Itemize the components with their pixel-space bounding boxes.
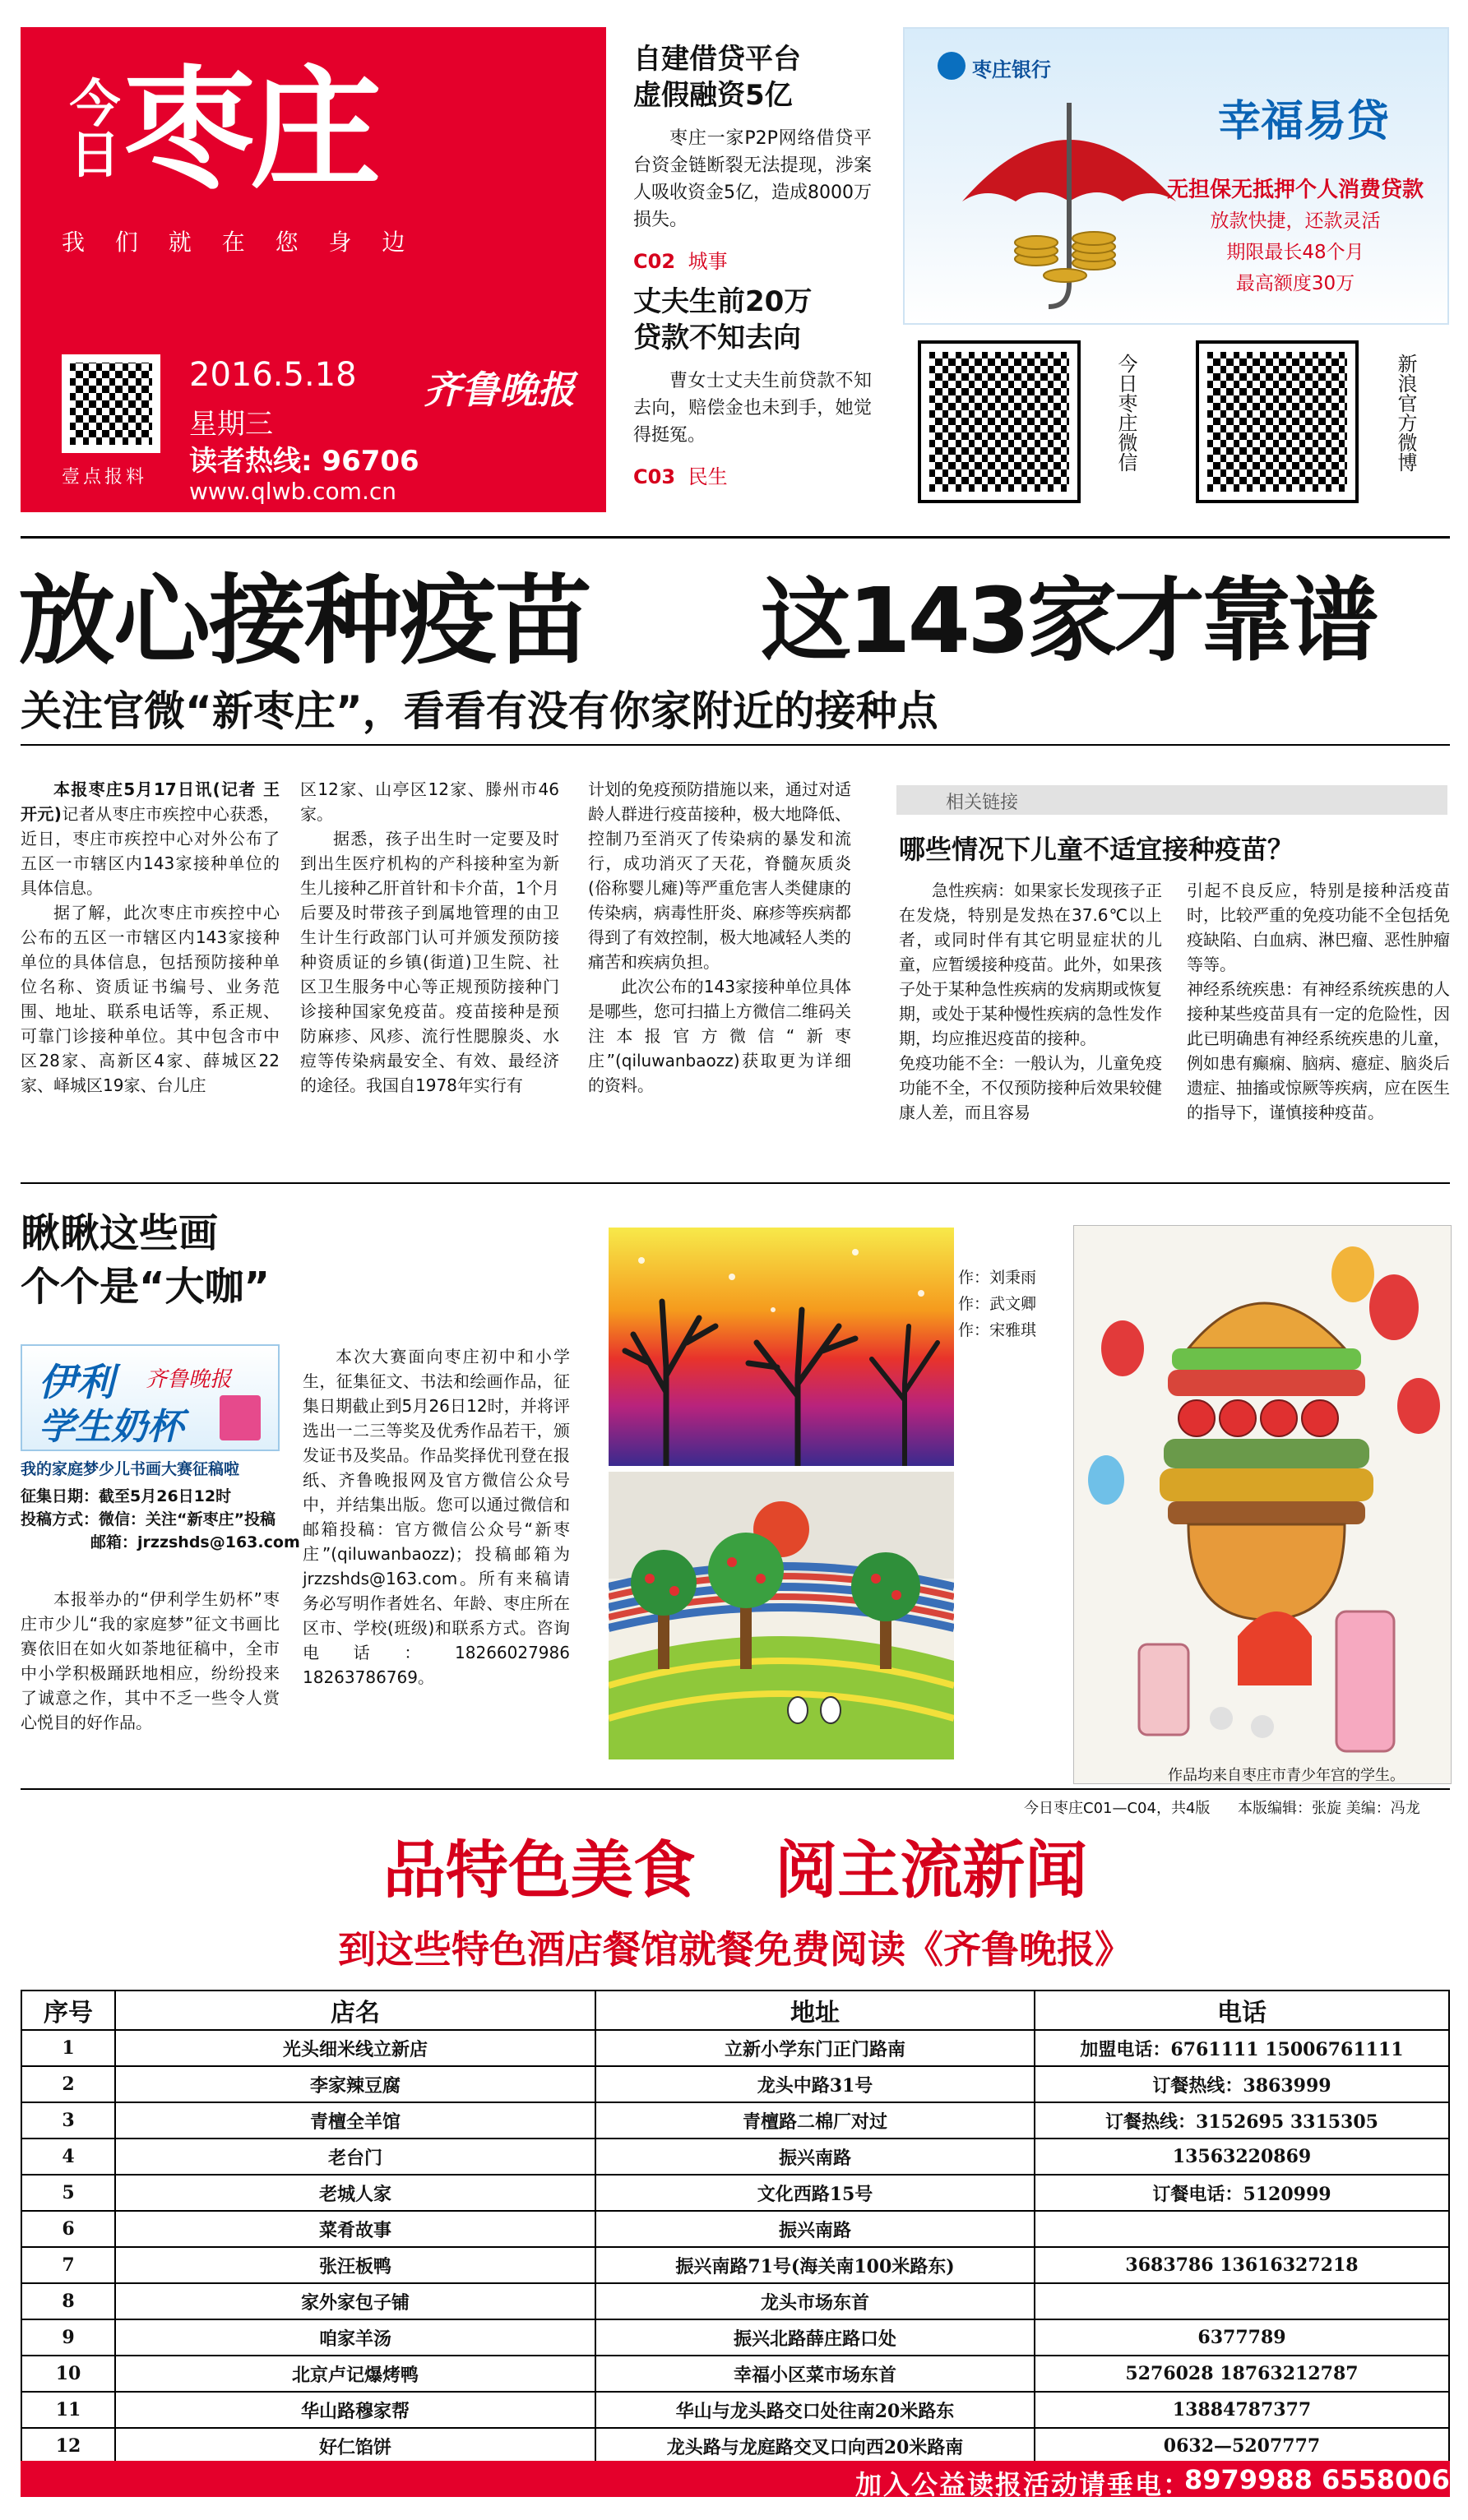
promo-title-right: 阅主流新闻 <box>775 1833 1088 1907</box>
article-p4: 此次公布的143家接种单位具体是哪些，您可扫描上方微信二维码关注本报官方微信“新枣庄”(qiluwanbaozz)获取更为详细的资料。 <box>588 977 851 1095</box>
table-row <box>21 2102 1449 2139</box>
cell-index: 6 <box>21 2211 115 2247</box>
cell-name: 青檀全羊馆 <box>115 2102 595 2139</box>
cell-index: 2 <box>21 2066 115 2102</box>
cell-address: 立新小学东门正门路南 <box>595 2030 1035 2066</box>
cell-address: 振兴北路薛庄路口处 <box>595 2319 1035 2356</box>
headline-sub: 关注官微“新枣庄”，看看有没有你家附近的接种点 <box>21 687 938 735</box>
cell-index: 11 <box>21 2392 115 2428</box>
cell-index: 9 <box>21 2319 115 2356</box>
cell-address: 幸福小区菜市场东首 <box>595 2356 1035 2392</box>
table-row <box>21 2066 1449 2102</box>
cell-address: 振兴南路71号(海关南100米路东) <box>595 2247 1035 2283</box>
cell-address: 龙头路与龙庭路交叉口向西20米路南 <box>595 2428 1035 2464</box>
teaser-2-page-code: C03 <box>633 465 676 488</box>
contest-event: 我的家庭梦少儿书画大赛征稿啦 <box>21 1460 240 1478</box>
section-divider-1 <box>21 1182 1450 1184</box>
cell-address: 华山与龙头路交口处往南20米路东 <box>595 2392 1035 2428</box>
teaser-1-body: 枣庄一家P2P网络借贷平台资金链断裂无法提现，涉案人吸收资金5亿，造成8000万损失。 <box>633 128 872 230</box>
bottom-bar-numbers: 8979988 6558006 <box>1184 2464 1450 2495</box>
ad-brand: 伊利 <box>39 1360 114 1404</box>
cell-phone: 5276028 18763212787 <box>1035 2356 1449 2392</box>
cell-phone <box>1035 2211 1449 2247</box>
art-body-left <box>21 1587 280 1735</box>
headline-divider <box>21 744 1450 746</box>
cell-address: 龙头中路31号 <box>595 2066 1035 2102</box>
bottom-bar <box>21 2461 1450 2500</box>
table-row <box>21 2356 1449 2392</box>
qr-caption: 壹点报料 <box>62 467 148 488</box>
logo-small <box>62 76 119 187</box>
painting-sunset-trees[interactable] <box>609 1228 954 1466</box>
art-body-right <box>303 1344 570 1690</box>
article-p2-cont: 区12家、山亭区12家、滕州市46家。 <box>300 779 559 824</box>
wechat-qr-label <box>1114 354 1147 477</box>
website: www.qlwb.com.cn <box>189 478 396 505</box>
teaser-2-body: 曹女士丈夫生前贷款不知去向，赔偿金也未到手，她觉得挺冤。 <box>633 371 872 446</box>
credit-3: 作：宋雅琪 <box>958 1321 1037 1339</box>
table-row <box>21 2283 1449 2319</box>
teaser-2-page <box>633 460 872 489</box>
hotline: 读者热线: 96706 <box>189 445 419 478</box>
ad-line-1: 无担保无抵押个人消费贷款 <box>1166 178 1424 202</box>
slogan: 我 们 就 在 您 身 边 <box>62 229 417 256</box>
contest-ad-banner[interactable] <box>21 1344 280 1451</box>
table-row <box>21 2428 1449 2464</box>
article-col-3 <box>588 777 851 1098</box>
cell-name: 咱家羊汤 <box>115 2319 595 2356</box>
cell-index: 4 <box>21 2139 115 2175</box>
table-row <box>21 2392 1449 2428</box>
teaser-1-section: 城事 <box>688 250 728 273</box>
sidebar-title: 哪些情况下儿童不适宜接种疫苗？ <box>899 834 1294 865</box>
cell-phone: 6377789 <box>1035 2319 1449 2356</box>
restaurant-table <box>21 1990 1450 2465</box>
sidebar-col-b: 引起不良反应，特别是接种活疫苗时，比较严重的免疫功能不全包括免疫缺陷、白血病、淋巴瘤、恶性肿瘤等等。 神经系统疾患：有神经系统疾患的人接种某些疫苗具有一定的危险性，因此已明确患有神经系统疾患的儿童，例如患有癫痫、脑病、癔症、脑炎后遗症、抽搐或惊厥等疾病，应在医生的指导下，谨慎接种疫苗。 <box>1187 881 1450 1122</box>
cell-phone: 13563220869 <box>1035 2139 1449 2175</box>
cell-name: 华山路穆家帮 <box>115 2392 595 2428</box>
promo-title-left: 品特色美食 <box>382 1833 696 1907</box>
wechat-label-text: 今日枣庄微信 <box>1114 354 1137 472</box>
cell-address: 振兴南路 <box>595 2211 1035 2247</box>
article-p1: 记者从枣庄市疾控中心获悉，近日，枣庄市疾控中心对外公布了五区一市辖区内143家接种单位的具体信息。 <box>21 804 280 898</box>
teaser-1-page-code: C02 <box>633 250 676 273</box>
bank-logo-icon <box>938 52 966 80</box>
cell-index: 5 <box>21 2175 115 2211</box>
qr-code-icon <box>67 359 155 448</box>
article-p3-cont: 计划的免疫预防措施以来，通过对适龄人群进行疫苗接种，极大地降低、控制乃至消灭了传染病的暴发和流行，成功消灭了天花，脊髓灰质炎(俗称婴儿瘫)等严重危害人类健康的传染病，病毒性肝炎、麻疹等疾病都得到了有效控制，极大地减轻人类的痛苦和疾病负担。 <box>588 779 851 972</box>
cell-index: 7 <box>21 2247 115 2283</box>
teaser-1[interactable] <box>633 41 872 280</box>
cell-name: 菜肴故事 <box>115 2211 595 2247</box>
cell-name: 张汪板鸭 <box>115 2247 595 2283</box>
article-col-2 <box>300 777 559 1098</box>
table-row <box>21 2211 1449 2247</box>
ad-paper: 齐鲁晚报 <box>146 1367 232 1392</box>
cell-index: 10 <box>21 2356 115 2392</box>
bottom-bar-label: 加入公益读报活动请垂电： <box>855 2469 1192 2500</box>
teaser-2[interactable] <box>633 284 872 506</box>
contest-info-2: 投稿方式：微信：关注“新枣庄”投稿 <box>21 1510 276 1528</box>
cell-phone: 订餐热线：3152695 3315305 <box>1035 2102 1449 2139</box>
logo-small-text: 今日 <box>61 76 121 178</box>
promo-subtitle: 到这些特色酒店餐馆就餐免费阅读《齐鲁晚报》 <box>338 1927 1132 1972</box>
ad-product: 幸福易贷 <box>1217 97 1389 146</box>
section-divider-2 <box>21 1788 1450 1790</box>
bank-name: 枣庄银行 <box>972 58 1051 81</box>
teaser-1-title: 自建借贷平台 虚假融资5亿 <box>633 43 801 112</box>
issue-weekday: 星期三 <box>189 408 273 441</box>
cell-name: 光头细米线立新店 <box>115 2030 595 2066</box>
weibo-label-text: 新浪官方微博 <box>1394 354 1417 472</box>
teaser-2-section: 民生 <box>688 465 728 488</box>
painting-caption: 作品均来自枣庄市青少年宫的学生。 <box>1168 1767 1405 1784</box>
paper-name: 齐鲁晚报 <box>424 368 575 412</box>
contest-info-3: 邮箱：jrzzshds@163.com <box>90 1533 300 1551</box>
cell-phone: 订餐热线：3863999 <box>1035 2066 1449 2102</box>
ad-line-2: 放款快捷，还款灵活 <box>1210 210 1381 232</box>
cell-name: 老台门 <box>115 2139 595 2175</box>
cell-address: 龙头市场东首 <box>595 2283 1035 2319</box>
teaser-2-title: 丈夫生前20万 贷款不知去向 <box>633 285 813 354</box>
cell-phone: 3683786 13616327218 <box>1035 2247 1449 2283</box>
weibo-qr-code-icon[interactable] <box>1199 344 1355 500</box>
credit-1: 作：刘秉雨 <box>958 1269 1037 1287</box>
table-header-row <box>21 1991 1449 2030</box>
headline-main-right: 这143家才靠谱 <box>761 568 1376 673</box>
sidebar-tag-bar <box>896 785 1447 815</box>
contest-info-1: 征集日期：截至5月26日12时 <box>21 1487 232 1505</box>
table-row <box>21 2175 1449 2211</box>
table-row <box>21 2319 1449 2356</box>
cell-name: 李家辣豆腐 <box>115 2066 595 2102</box>
cell-phone <box>1035 2283 1449 2319</box>
article-col-1 <box>21 777 280 1098</box>
cell-name: 北京卢记爆烤鸭 <box>115 2356 595 2392</box>
ad-line-3: 期限最长48个月 <box>1226 242 1364 263</box>
painting-burger[interactable] <box>1073 1225 1452 1784</box>
milk-cup-icon <box>220 1395 261 1440</box>
ad-line-4: 最高额度30万 <box>1235 273 1355 294</box>
art-body-left-text: 本报举办的“伊利学生奶杯”枣庄市少儿“我的家庭梦”征文书画比赛依旧在如火如荼地征稿中，全市中小学积极踊跃地相应，纷纷投来了诚意之作，其中不乏一些令人赏心悦目的好作品。 <box>21 1589 280 1732</box>
cell-phone: 加盟电话：6761111 15006761111 <box>1035 2030 1449 2066</box>
cell-address: 文化西路15号 <box>595 2175 1035 2211</box>
th-index: 序号 <box>21 1991 115 2030</box>
masthead-panel <box>21 27 606 512</box>
cell-name: 好仁馅饼 <box>115 2428 595 2464</box>
art-body-right-text: 本次大赛面向枣庄初中和小学生，征集征文、书法和绘画作品，征集日期截止到5月26日12时，并将评选出一二三等奖及优秀作品若干，颁发证书及奖品。作品奖择优刊登在报纸、齐鲁晚报网及官方微信公众号中，并结集出版。您可以通过微信和邮箱投稿：官方微信公众号“新枣庄”(qiluwanbaozz)；投稿邮箱为jrzzshds@163.com。所有来稿请务必写明作者姓名、年龄、枣庄所在区市、学校(班级)和联系方式。咨询电话：18266027986 18263786769。 <box>303 1347 570 1687</box>
cell-index: 8 <box>21 2283 115 2319</box>
cell-index: 1 <box>21 2030 115 2066</box>
th-phone: 电话 <box>1035 1991 1449 2030</box>
table-row <box>21 2139 1449 2175</box>
masthead-qr <box>62 354 160 453</box>
article-p3: 据悉，孩子出生时一定要及时到出生医疗机构的产科接种室为新生儿接种乙肝首针和卡介苗，1个月后要及时带孩子到属地管理的由卫生计生行政部门认可并颁发预防接种资质证的乡镇(街道)卫生院、社区卫生服务中心等正规预防接种门诊接种国家免疫苗。疫苗接种是预防麻疹、风疹、流行性腮腺炎、水痘等传染病最安全、有效、最经济的途径。我国自1978年实行有 <box>300 829 559 1095</box>
cell-address: 振兴南路 <box>595 2139 1035 2175</box>
cell-index: 3 <box>21 2102 115 2139</box>
cell-name: 家外家包子铺 <box>115 2283 595 2319</box>
cell-phone: 0632—5207777 <box>1035 2428 1449 2464</box>
table-row <box>21 2030 1449 2066</box>
weibo-qr-label <box>1394 354 1427 477</box>
table-row <box>21 2247 1449 2283</box>
painting-landscape[interactable] <box>609 1472 954 1759</box>
sidebar-tag: 相关链接 <box>946 793 1019 813</box>
art-title-1: 瞅瞅这些画 <box>21 1210 219 1256</box>
credit-2: 作：武文卿 <box>958 1295 1037 1313</box>
sidebar-col-a: 急性疾病：如果家长发现孩子正在发烧，特别是发热在37.6℃以上者，或同时伴有其它明显症状的儿童，应暂缓接种疫苗。此外，如果孩子处于某种急性疾病的发病期或恢复期，或处于某种慢性疾病的急性发作期，均应推迟疫苗的接种。 免疫功能不全：一般认为，儿童免疫功能不全，不仅预防接种后效果较健康人差，而且容易 <box>899 881 1162 1122</box>
logo-big: 枣庄 <box>123 53 377 206</box>
painting-credits <box>958 1266 1073 1342</box>
cell-phone: 订餐电话：5120999 <box>1035 2175 1449 2211</box>
cell-phone: 13884787377 <box>1035 2392 1449 2428</box>
promo-title <box>21 1833 1450 1907</box>
wechat-qr-code-icon[interactable] <box>921 344 1077 500</box>
masthead-divider <box>21 536 1450 539</box>
th-name: 店名 <box>115 1991 595 2030</box>
th-address: 地址 <box>595 1991 1035 2030</box>
footer-pages: 今日枣庄C01—C04，共4版 <box>1024 1800 1211 1817</box>
article-p2: 据了解，此次枣庄市疾控中心公布的五区一市辖区内143家接种单位的具体信息，包括预防接种单位名称、资质证书编号、业务范围、地址、联系电话等，系正规、可靠门诊接种单位。其中包含市中区28家、高新区4家、薛城区22家、峄城区19家、台儿庄 <box>21 903 280 1095</box>
issue-date: 2016.5.18 <box>189 356 357 394</box>
art-title-2: 个个是“大咖” <box>21 1264 271 1310</box>
headline-main-left: 放心接种疫苗 <box>18 564 591 677</box>
teaser-1-page <box>633 245 872 274</box>
ad-product: 学生奶杯 <box>39 1406 183 1448</box>
cell-address: 青檀路二棉厂对过 <box>595 2102 1035 2139</box>
cell-index: 12 <box>21 2428 115 2464</box>
bank-ad[interactable] <box>903 27 1449 325</box>
footer-editors: 本版编辑：张旋 美编：冯龙 <box>1238 1800 1420 1817</box>
cell-name: 老城人家 <box>115 2175 595 2211</box>
article-lead: 本报枣庄5月17日讯(记者 王开元) <box>21 779 280 824</box>
